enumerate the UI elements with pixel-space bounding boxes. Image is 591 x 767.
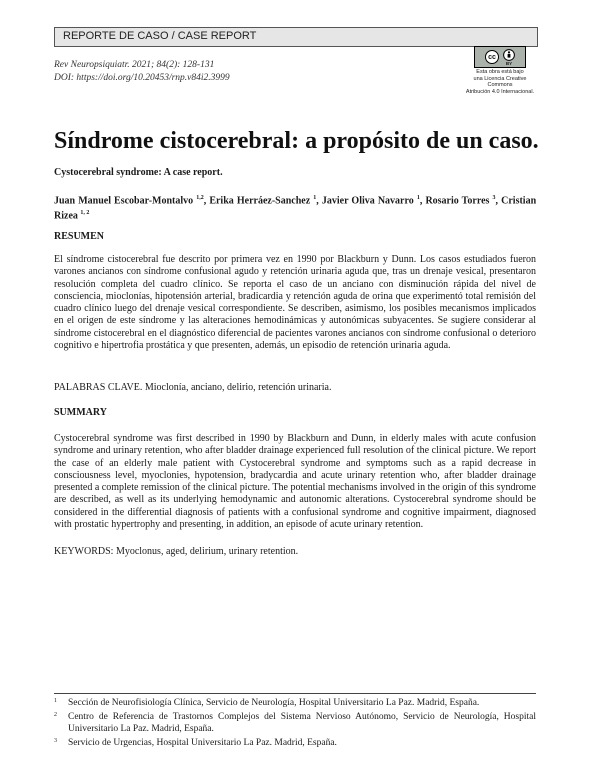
footnote-number: 3	[54, 738, 57, 744]
footnote-list	[54, 697, 536, 751]
article-title: Síndrome cistocerebral: a propósito de un caso.	[54, 128, 539, 154]
author-affiliation: 1,2	[196, 195, 204, 201]
by-label: BY	[505, 60, 513, 66]
journal-citation: Rev Neuropsiquiatr. 2021; 84(2): 128-131	[54, 60, 215, 70]
article-subtitle: Cystocerebral syndrome: A case report.	[54, 167, 223, 178]
license-text	[463, 69, 537, 95]
license-line-2[interactable]: una Licencia Creative Commons	[473, 75, 527, 88]
doi-link[interactable]: DOI: https://doi.org/10.20453/rnp.v84i2.3999	[54, 73, 230, 83]
author-name: Cristian Rizea	[54, 195, 537, 222]
resumen-keywords: PALABRAS CLAVE. Mioclonía, anciano, delirio, retención urinaria.	[54, 382, 332, 393]
author-affiliation: 1	[416, 195, 420, 201]
citation-block	[54, 59, 230, 85]
by-person-icon	[503, 49, 515, 61]
license-block	[463, 46, 537, 95]
footnote-number: 2	[54, 712, 57, 718]
author-name: Juan Manuel Escobar-Montalvo	[54, 195, 194, 207]
footnote-number: 1	[54, 698, 57, 704]
footnote-text: Sección de Neurofisiología Clínica, Servicio de Neurología, Hospital Universitario La Paz. Madrid, España.	[68, 698, 480, 708]
summary-heading: SUMMARY	[54, 407, 107, 418]
cc-icon: cc	[485, 50, 499, 64]
resumen-heading: RESUMEN	[54, 231, 105, 242]
summary-keywords: KEYWORDS: Myoclonus, aged, delirium, urinary retention.	[54, 546, 299, 557]
author-list: Juan Manuel Escobar-Montalvo $^{1,2}$, Erika Herráez-Sanchez $^1$, Javier Oliva Navarro $^1$, Rosario Torres $^3$, Cristian Rizea $^{1, 2}$	[54, 195, 537, 222]
footnote-item	[54, 697, 536, 709]
author-name: Erika Herráez-Sanchez	[209, 195, 311, 207]
resumen-body: El síndrome cistocerebral fue descrito por primera vez en 1990 por Blackburn y Dunn. Los casos estudiados fueron varones ancianos con síndrome confusional agudo y retención urinaria aguda que, tras un drenaje vesical, presentaron resolución completa del cuadro clínico. Se reporta el caso de un anciano con disminución rápida del nivel de consciencia, mioclonías, hipotensión arterial, bradicardia y retención aguda de orina que experimentó total remisión del cuadro clínico luego del drenaje vesical correspondiente. Se describen, asimismo, los posibles mecanismos implicados en el origen de este síndrome y las alteraciones hemodinámicas y autonómicas subyacentes. Se sugiere considerar al síndrome cistocerebral en el diagnóstico diferencial de pacientes varones ancianos con síndrome confusional o deterioro cognitivo e hipertrofia prostática y que presenten, además, un episodio de retención urinaria aguda.	[54, 254, 536, 352]
summary-body: Cystocerebral syndrome was first described in 1990 by Blackburn and Dunn, in elderly males with acute confusion syndrome and urinary retention, who after bladder drainage experienced full resolution of the clinical picture. We report the case of an elderly male patient with Cystocerebral syndrome and symptoms such as a rapid decrease in consciousness level, myoclonies, hypotension, bradycardia and acute urinary retention who, after bladder drainage presented a complete remission of the clinical picture. The potential mechanisms involved in the origin of this syndrome are described, as well as its underlying hemodynamic and autonomic alterations. Cystocerebral syndrome should be considered in the differential diagnosis of patients with a confusional syndrome and cognitive impairment, diagnosed with prostatic hypertrophy and presenting, in addition, an episode of acute urinary retention.	[54, 433, 536, 531]
author-affiliation: 1, 2	[80, 210, 90, 217]
footnote-divider	[54, 693, 536, 694]
author-name: Javier Oliva Navarro	[321, 195, 414, 207]
footnote-text: Servicio de Urgencias, Hospital Universitario La Paz. Madrid, España.	[68, 738, 337, 748]
license-line-3: Atribución 4.0 Internacional.	[465, 88, 535, 95]
author-name: Rosario Torres	[425, 195, 490, 207]
footnote-item	[54, 711, 536, 735]
author-affiliation: 3	[492, 195, 496, 201]
license-line-1: Esta obra está bajo	[476, 69, 524, 75]
section-header-bar	[54, 27, 538, 47]
footnote-text: Centro de Referencia de Trastornos Complejos del Sistema Nervioso Autónomo, Servicio de Neurología, Hospital Universitario La Paz. Madrid, España.	[68, 712, 536, 734]
author-affiliation: 1	[313, 195, 317, 201]
section-label: REPORTE DE CASO / CASE REPORT	[63, 30, 257, 42]
cc-by-badge[interactable]	[474, 46, 526, 68]
footnote-item	[54, 737, 536, 749]
